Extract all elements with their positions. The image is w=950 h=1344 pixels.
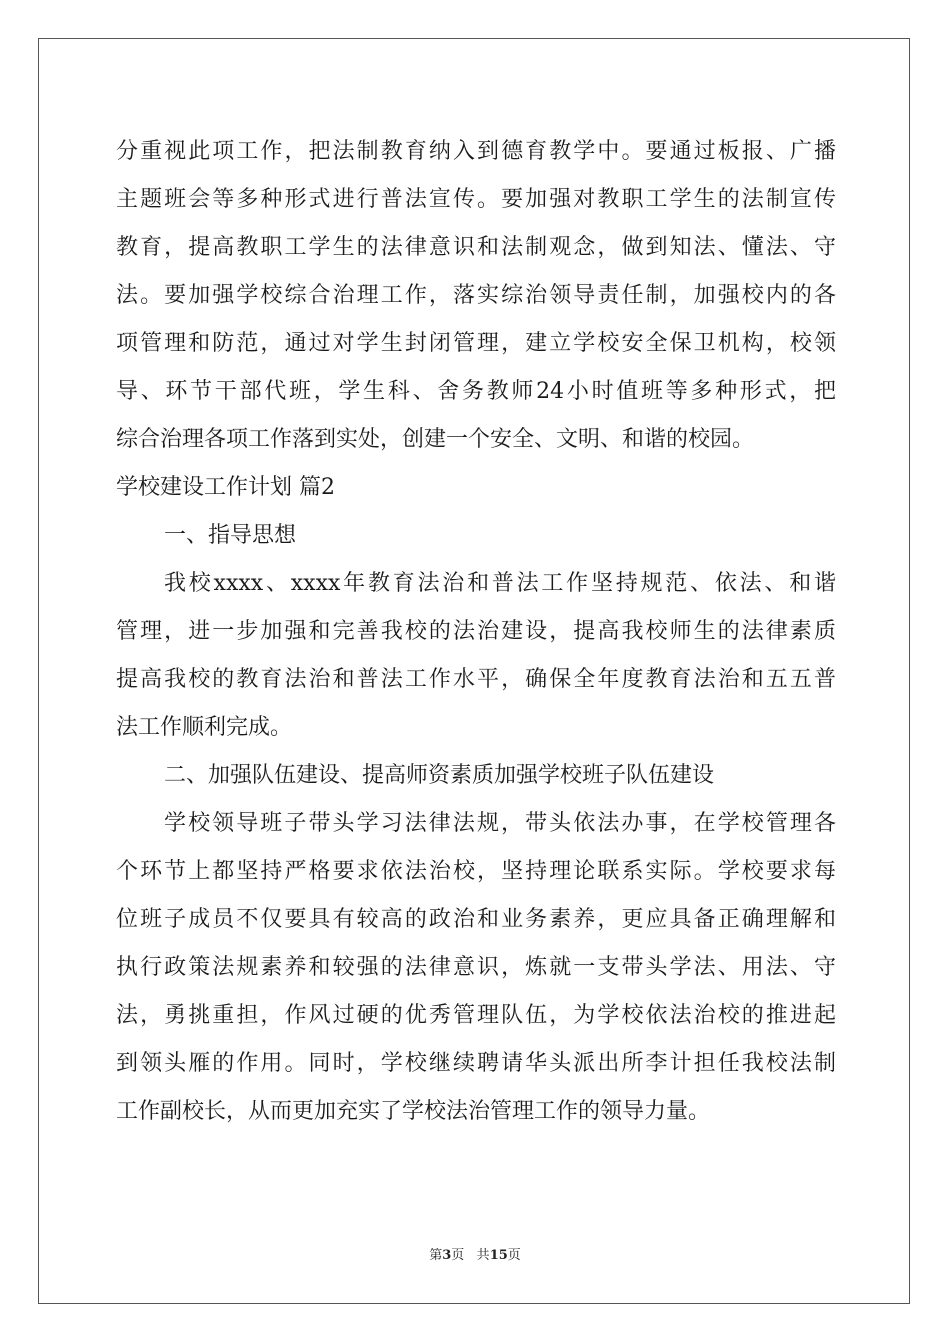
total-pages: 15 bbox=[489, 1248, 508, 1263]
paragraph-line: 法，勇挑重担，作风过硬的优秀管理队伍，为学校依法治校的推进起 bbox=[116, 1003, 836, 1028]
paragraph-line: 项管理和防范，通过对学生封闭管理，建立学校安全保卫机构，校领 bbox=[116, 331, 836, 356]
heading-guiding-thought: 一、指导思想 bbox=[164, 523, 297, 548]
page-footer bbox=[0, 1244, 950, 1263]
paragraph-line: 学校领导班子带头学习法律法规，带头依法办事，在学校管理各 bbox=[164, 811, 836, 836]
paragraph-line: 工作副校长，从而更加充实了学校法治管理工作的领导力量。 bbox=[116, 1099, 711, 1124]
paragraph-line: 到领头雁的作用。同时，学校继续聘请华头派出所李计担任我校法制 bbox=[116, 1051, 836, 1076]
paragraph-line: 位班子成员不仅要具有较高的政治和业务素养，更应具备正确理解和 bbox=[116, 907, 836, 932]
paragraph-line: 个环节上都坚持严格要求依法治校，坚持理论联系实际。学校要求每 bbox=[116, 859, 836, 884]
paragraph-line: 综合治理各项工作落到实处，创建一个安全、文明、和谐的校园。 bbox=[116, 427, 755, 452]
paragraph-line: 导、环节干部代班，学生科、舍务教师24小时值班等多种形式，把 bbox=[116, 379, 836, 404]
total-suffix: 页 bbox=[507, 1248, 521, 1263]
paragraph-line: 法。要加强学校综合治理工作，落实综治领导责任制，加强校内的各 bbox=[116, 283, 836, 308]
paragraph-line: 主题班会等多种形式进行普法宣传。要加强对教职工学生的法制宣传 bbox=[116, 187, 836, 212]
page-prefix: 第 bbox=[429, 1248, 443, 1263]
section-title: 学校建设工作计划 篇2 bbox=[116, 475, 335, 500]
total-prefix: 共 bbox=[476, 1248, 490, 1263]
page-number: 3 bbox=[442, 1248, 452, 1263]
paragraph-line: 提高我校的教育法治和普法工作水平，确保全年度教育法治和五五普 bbox=[116, 667, 836, 692]
heading-team-building: 二、加强队伍建设、提高师资素质加强学校班子队伍建设 bbox=[164, 763, 715, 788]
document-body bbox=[116, 128, 836, 1136]
paragraph-line: 教育，提高教职工学生的法律意识和法制观念，做到知法、懂法、守 bbox=[116, 235, 836, 260]
paragraph-line: 分重视此项工作，把法制教育纳入到德育教学中。要通过板报、广播 bbox=[116, 139, 836, 164]
paragraph-line: 执行政策法规素养和较强的法律意识，炼就一支带头学法、用法、守 bbox=[116, 955, 836, 980]
page-suffix: 页 bbox=[451, 1248, 465, 1263]
paragraph-line: 管理，进一步加强和完善我校的法治建设，提高我校师生的法律素质 bbox=[116, 619, 836, 644]
paragraph-line: 法工作顺利完成。 bbox=[116, 715, 293, 740]
paragraph-line: 我校xxxx、xxxx年教育法治和普法工作坚持规范、依法、和谐 bbox=[164, 571, 836, 596]
